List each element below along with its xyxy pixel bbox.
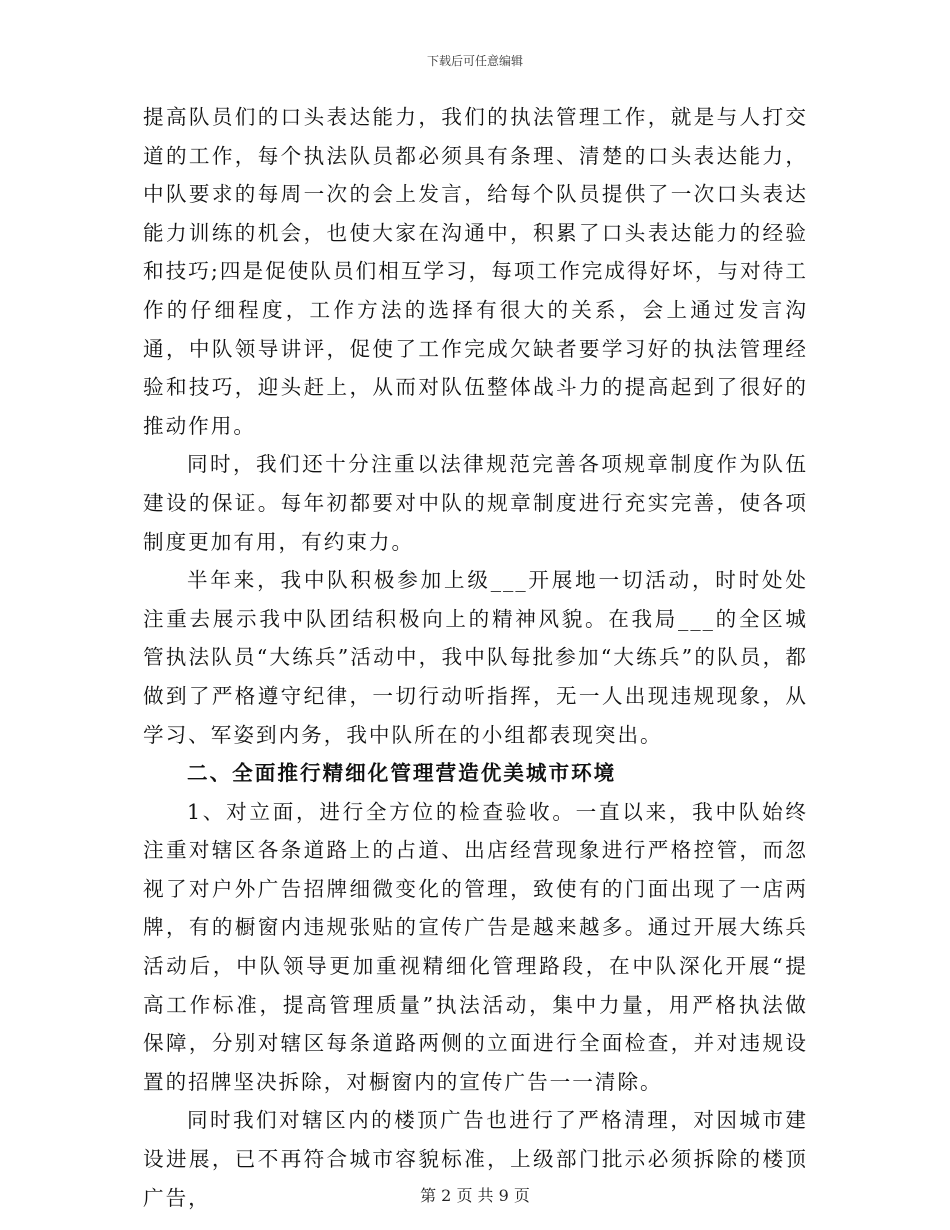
paragraph-3: 半年来，我中队积极参加上级___开展地一切活动，时时处处注重去展示我中队团结积极向上的精神风貌。在我局___的全区城管执法队员“大练兵”活动中，我中队每批参加“大练兵”的队员，都做到了严格遵守纪律，一切行动听指挥，无一人出现违规现象，从学习、军姿到内务，我中队所在的小组都表现突出。: [143, 568, 808, 747]
document-body: [143, 98, 808, 1217]
page-number: 第 2 页 共 9 页: [420, 1186, 530, 1205]
header-note: 下载后可任意编辑: [426, 54, 523, 68]
paragraph-5: 同时我们对辖区内的楼顶广告也进行了严格清理，对因城市建设进展，已不再符合城市容貌标准，上级部门批示必须拆除的楼顶广告，: [143, 1108, 808, 1210]
paragraph-4: 1、对立面，进行全方位的检查验收。一直以来，我中队始终注重对辖区各条道路上的占道、出店经营现象进行严格控管，而忽视了对户外广告招牌细微变化的管理，致使有的门面出现了一店两牌，有的橱窗内违规张贴的宣传广告是越来越多。通过开展大练兵活动后，中队领导更加重视精细化管理路段，在中队深化开展“提高工作标准，提高管理质量”执法活动，集中力量，用严格执法做保障，分别对辖区每条道路两侧的立面进行全面检查，并对违规设置的招牌坚决拆除，对橱窗内的宣传广告一一清除。: [143, 799, 808, 1094]
section-heading: 二、全面推行精细化管理营造优美城市环境: [187, 761, 617, 786]
paragraph-1: 提高队员们的口头表达能力，我们的执法管理工作，就是与人打交道的工作，每个执法队员都必须具有条理、清楚的口头表达能力，中队要求的每周一次的会上发言，给每个队员提供了一次口头表达能力训练的机会，也使大家在沟通中，积累了口头表达能力的经验和技巧;四是促使队员们相互学习，每项工作完成得好坏，与对待工作的仔细程度，工作方法的选择有很大的关系，会上通过发言沟通，中队领导讲评，促使了工作完成欠缺者要学习好的执法管理经验和技巧，迎头赶上，从而对队伍整体战斗力的提高起到了很好的推动作用。: [143, 105, 808, 438]
paragraph-2: 同时，我们还十分注重以法律规范完善各项规章制度作为队伍建设的保证。每年初都要对中队的规章制度进行充实完善，使各项制度更加有用，有约束力。: [143, 452, 808, 554]
